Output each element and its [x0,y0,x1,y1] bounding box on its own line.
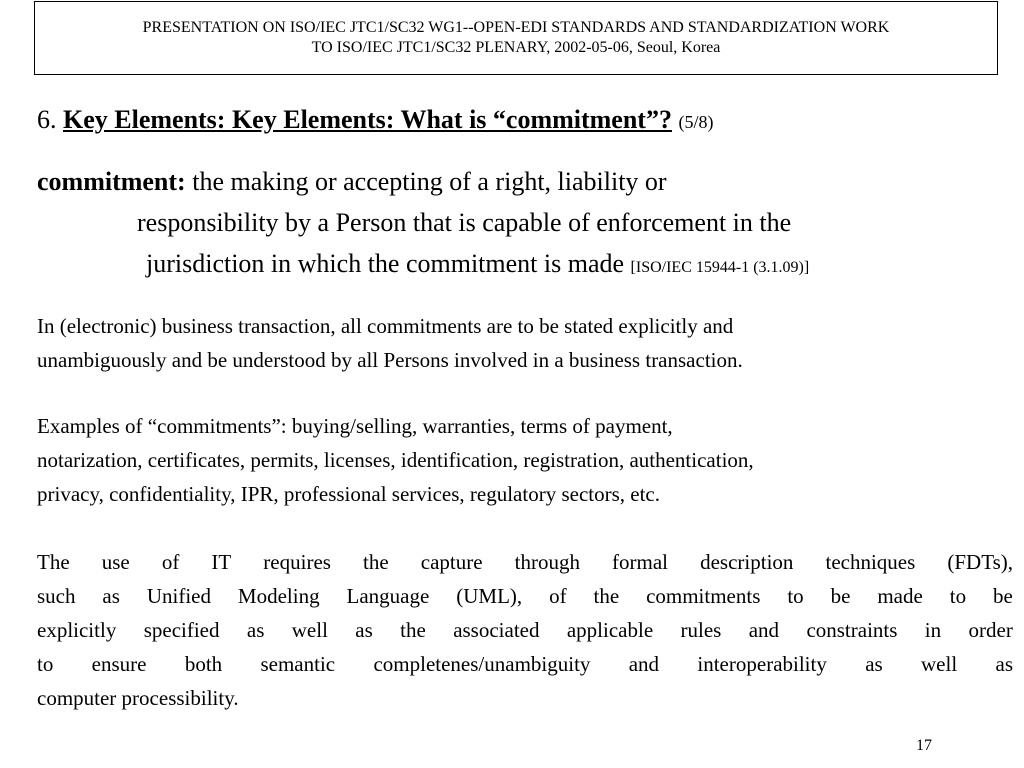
paragraph-2-line: notarization, certificates, permits, licenses, identification, registration, authentication, [37,448,754,472]
title-number: 6. [37,105,63,134]
definition-line-2: responsibility by a Person that is capable of enforcement in the [137,208,792,237]
definition-line-3 [37,243,1017,288]
title-page-counter: (5/8) [678,112,714,132]
paragraph-1-line: unambiguously and be understood by all Persons involved in a business transaction. [37,348,743,372]
paragraph-3-word: as [246,618,265,642]
paragraph-3-line [37,545,1013,579]
paragraph-3-word: ensure [91,652,147,676]
paragraph-3-line [37,647,1013,681]
paragraph-1 [37,309,1013,377]
definition-reference: [ISO/IEC 15944-1 (3.1.09)] [630,259,810,276]
paragraph-3-word: (UML), [456,584,523,608]
paragraph-3-word: the [593,584,620,608]
header-line-1: PRESENTATION ON ISO/IEC JTC1/SC32 WG1--OPEN-EDI STANDARDS AND STANDARDIZATION WORK [142,19,890,36]
header-box [34,1,998,75]
paragraph-3-word: as [355,618,373,642]
definition-text-1: the making or accepting of a right, liability or [185,167,667,196]
paragraph-3-word: specified [143,618,220,642]
header-line-2: TO ISO/IEC JTC1/SC32 PLENARY, 2002-05-06, Seoul, Korea [311,39,721,56]
paragraph-3-word: associated [453,618,540,642]
paragraph-3-word: to [37,652,54,676]
definition-term: commitment: [37,167,186,196]
definition-text-3: jurisdiction in which the commitment is made [146,249,631,278]
paragraph-3-word: well [921,652,958,676]
paragraph-3-word: be [993,584,1013,608]
paragraph-3-word: explicitly [37,618,117,642]
paragraph-3-line: computer processibility. [37,686,239,710]
paragraph-3-word: Unified [146,584,211,608]
paragraph-3-word: order [968,618,1013,642]
definition-line-1 [37,161,1017,202]
paragraph-3-word: The [37,550,70,574]
paragraph-3-word: description [700,550,794,574]
paragraph-3-word: made [877,584,923,608]
paragraph-3-word: capture [420,550,483,574]
paragraph-3-word: (FDTs), [947,550,1013,574]
definition-block [37,161,1017,288]
page-number: 17 [916,737,932,754]
paragraph-2 [37,409,1013,511]
paragraph-3-word: such [37,584,76,608]
paragraph-3-word: Modeling [237,584,320,608]
paragraph-3-word: Language [346,584,430,608]
paragraph-3-word: interoperability [697,652,827,676]
paragraph-3-word: the [400,618,426,642]
paragraph-3-word: as [995,652,1013,676]
paragraph-3-word: IT [211,550,232,574]
paragraph-3-word: and [628,652,660,676]
slide-title [37,102,713,140]
paragraph-3-word: applicable [566,618,654,642]
paragraph-3-word: to [787,584,804,608]
paragraph-2-line: Examples of “commitments”: buying/selling, warranties, terms of payment, [37,414,673,438]
paragraph-3-word: commitments [646,584,761,608]
paragraph-3-word: techniques [825,550,916,574]
paragraph-3-word: semantic [260,652,336,676]
paragraph-3-word: well [291,618,328,642]
paragraph-3-word: of [161,550,180,574]
paragraph-3-word: both [184,652,223,676]
paragraph-1-line: In (electronic) business transaction, all commitments are to be stated explicitly and [37,314,734,338]
paragraph-3-word: constraints [806,618,898,642]
paragraph-3-word: of [549,584,567,608]
paragraph-3-word: as [865,652,883,676]
paragraph-3-word: rules [680,618,722,642]
paragraph-2-line: privacy, confidentiality, IPR, professional services, regulatory sectors, etc. [37,482,660,506]
paragraph-3-word: formal [612,550,669,574]
paragraph-3-word: to [949,584,967,608]
paragraph-3-word: be [830,584,851,608]
paragraph-3-word: completenes/unambiguity [373,652,591,676]
paragraph-3-word: the [363,550,389,574]
paragraph-3-word: requires [263,550,331,574]
paragraph-3-word: and [748,618,780,642]
paragraph-3-word: in [924,618,942,642]
paragraph-3-line [37,613,1013,647]
paragraph-3 [37,545,1013,715]
paragraph-3-word: through [514,550,580,574]
title-text: Key Elements: Key Elements: What is “commitment”? [63,105,672,134]
paragraph-3-line [37,579,1013,613]
paragraph-3-word: as [102,584,120,608]
paragraph-3-word: use [101,550,130,574]
